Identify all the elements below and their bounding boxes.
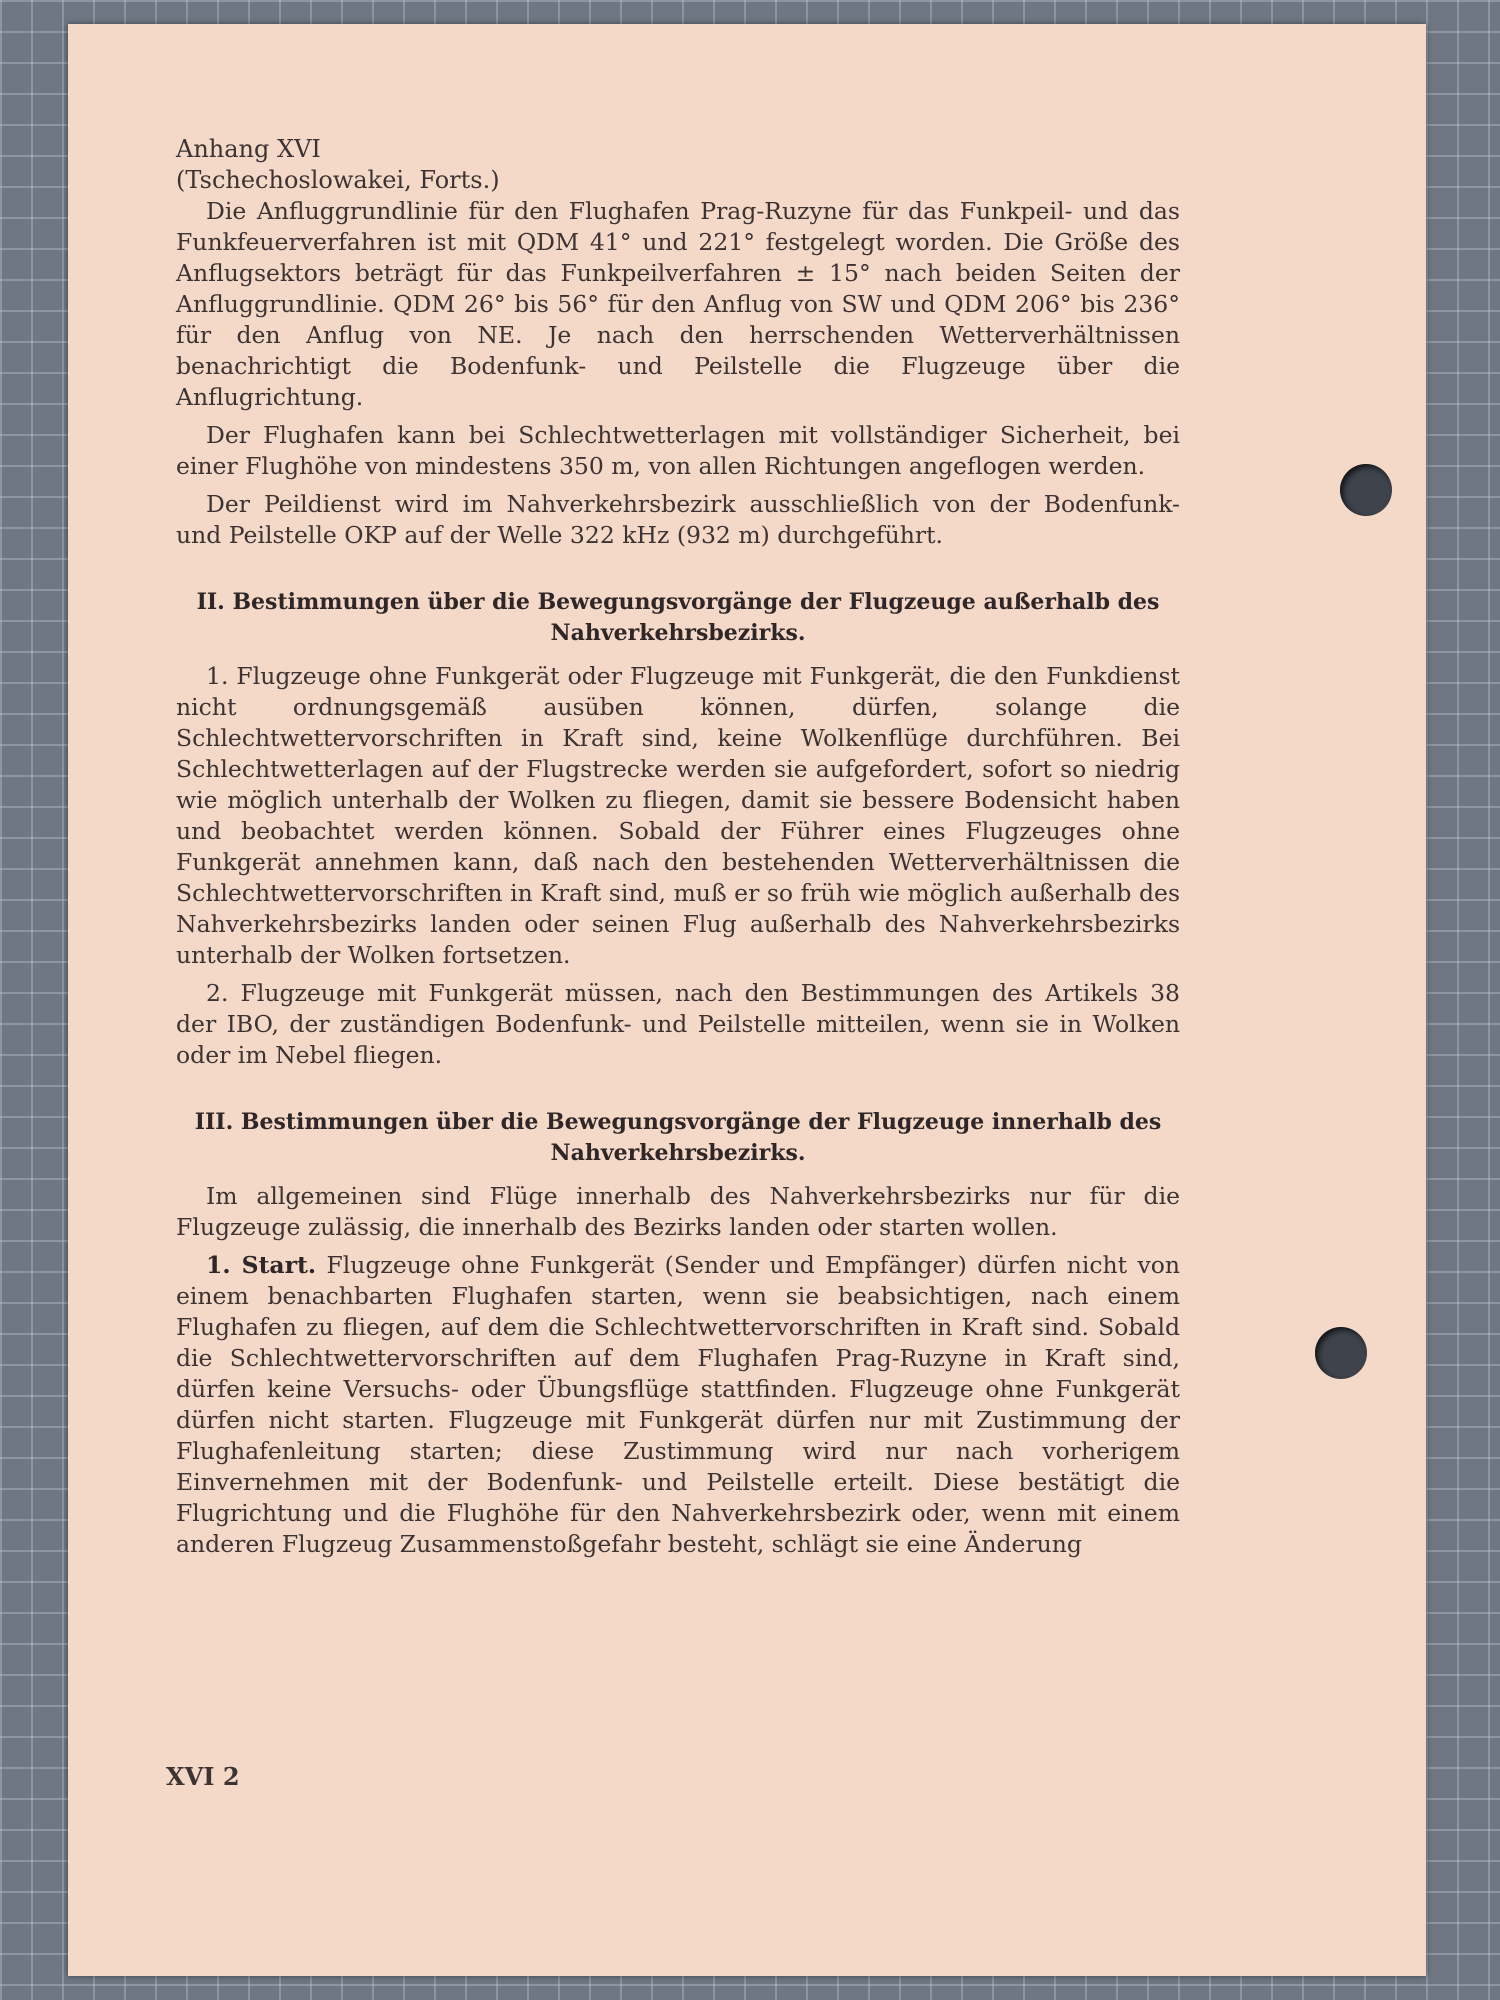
document-body [176, 134, 1180, 1567]
annex-header: Anhang XVI [176, 135, 321, 163]
page-footer: XVI 2 [166, 1762, 240, 1791]
section-2-paragraph-1: 1. Flugzeuge ohne Funkgerät oder Flugzeuge mit Funkgerät, die den Funkdienst nicht ordnungsgemäß ausüben können, dürfen, solange die Schlechtwettervorschriften in Kraft sind, keine Wolkenflüge durchführen. Bei Schlechtwetterlagen auf der Flugstrecke werden sie aufgefordert, sofort so niedrig wie möglich unterhalb der Wolken zu fliegen, damit sie bessere Bodensicht haben und beobachtet werden können. Sobald der Führer eines Flugzeuges ohne Funkgerät annehmen kann, daß nach den bestehenden Wetterverhältnissen die Schlechtwettervorschriften in Kraft sind, muß er so früh wie möglich außerhalb des Nahverkehrsbezirks landen oder seinen Flug außerhalb des Nahverkehrsbezirks unterhalb der Wolken fortsetzen. [176, 662, 1180, 969]
punch-hole-upper [1340, 464, 1392, 516]
intro-paragraph-3: Der Peildienst wird im Nahverkehrsbezirk ausschließlich von der Bodenfunk- und Peilstelle OKP auf der Welle 322 kHz (932 m) durchgeführt. [176, 490, 1180, 549]
section-2-heading: II. Bestimmungen über die Bewegungsvorgänge der Flugzeuge außerhalb des Nahverkehrsbezirks. [196, 589, 1160, 646]
start-lead: 1. Start. [206, 1251, 317, 1279]
section-3-heading: III. Bestimmungen über die Bewegungsvorgänge der Flugzeuge innerhalb des Nahverkehrsbezirks. [194, 1109, 1162, 1166]
start-text: Flugzeuge ohne Funkgerät (Sender und Empfänger) dürfen nicht von einem benachbarten Flughafen starten, wenn sie beabsichtigen, nach einem Flughafen zu fliegen, auf dem die Schlechtwettervorschriften in Kraft sind. Sobald die Schlechtwettervorschriften auf dem Flughafen Prag-Ruzyne in Kraft sind, dürfen keine Versuchs- oder Übungsflüge stattfinden. Flugzeuge ohne Funkgerät dürfen nicht starten. Flugzeuge mit Funkgerät dürfen nur mit Zustimmung der Flughafenleitung starten; diese Zustimmung wird nur nach vorherigem Einvernehmen mit der Bodenfunk- und Peilstelle erteilt. Diese bestätigt die Flugrichtung und die Flughöhe für den Nahverkehrsbezirk oder, wenn mit einem anderen Flugzeug Zusammenstoßgefahr besteht, schlägt sie eine Änderung [176, 1251, 1180, 1558]
section-2-paragraph-2: 2. Flugzeuge mit Funkgerät müssen, nach den Bestimmungen des Artikels 38 der IBO, der zuständigen Bodenfunk- und Peilstelle mitteilen, wenn sie in Wolken oder im Nebel fliegen. [176, 979, 1180, 1069]
intro-paragraph-1: Die Anfluggrundlinie für den Flughafen Prag-Ruzyne für das Funkpeil- und das Funkfeuerverfahren ist mit QDM 41° und 221° festgelegt worden. Die Größe des Anflugsektors beträgt für das Funkpeilverfahren ± 15° nach beiden Seiten der Anfluggrundlinie. QDM 26° bis 56° für den Anflug von SW und QDM 206° bis 236° für den Anflug von NE. Je nach den herrschenden Wetterverhältnissen benachrichtigt die Bodenfunk- und Peilstelle die Flugzeuge über die Anflugrichtung. [176, 197, 1180, 411]
section-3-start-paragraph [176, 1250, 1180, 1560]
section-3-intro: Im allgemeinen sind Flüge innerhalb des Nahverkehrsbezirks nur für die Flugzeuge zulässig, die innerhalb des Bezirks landen oder starten wollen. [176, 1182, 1180, 1241]
punch-hole-lower [1315, 1327, 1367, 1379]
intro-paragraph-2: Der Flughafen kann bei Schlechtwetterlagen mit vollständiger Sicherheit, bei einer Flughöhe von mindestens 350 m, von allen Richtungen angeflogen werden. [176, 421, 1180, 480]
annex-subheader: (Tschechoslowakei, Forts.) [176, 166, 500, 194]
